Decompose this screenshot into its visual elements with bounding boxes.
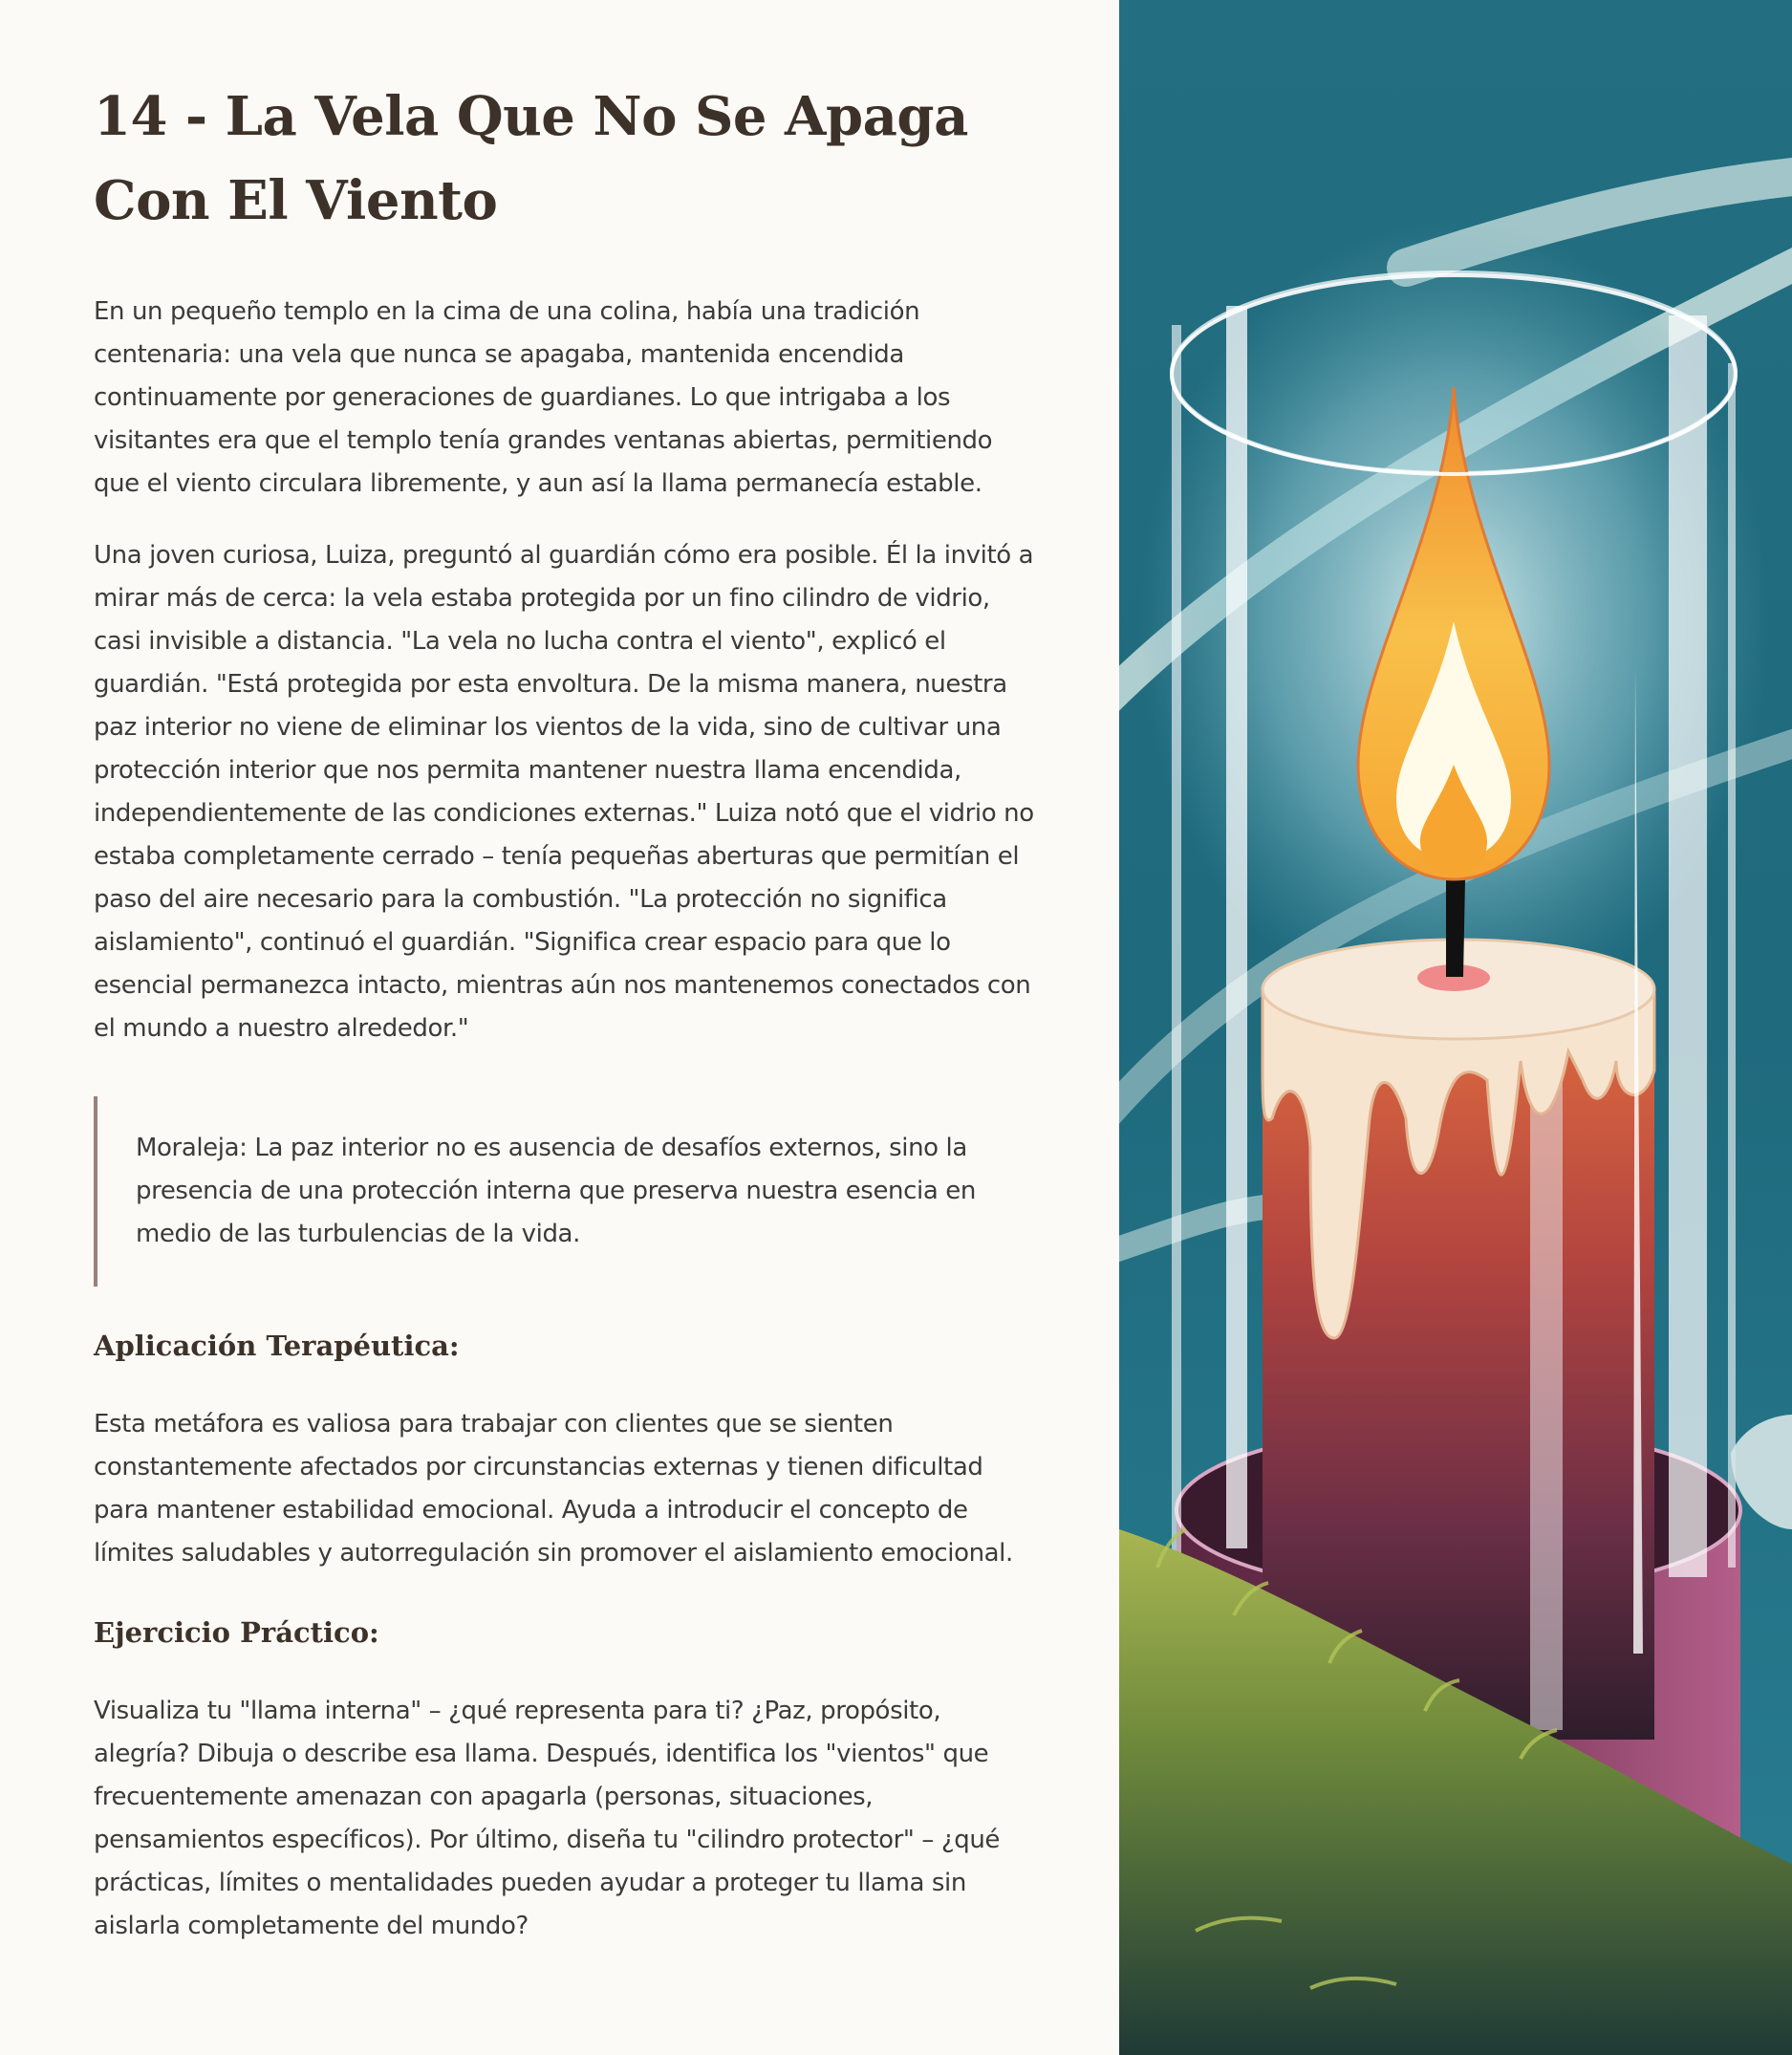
story-paragraph-1: En un pequeño templo en la cima de una colina, había una tradición centenaria: una vela que nunca se apagaba, mantenida encendida continuamente por generaciones de guardianes. Lo que intrigaba a los visitantes era que el templo tenía grandes ventanas abiertas, permitiendo que el viento circulara libremente, y aun así la llama permanecía estable.: [94, 297, 993, 498]
page-title: 14 - La Vela Que No Se Apaga Con El Viento: [94, 85, 968, 232]
candle-illustration-svg: [1119, 0, 1792, 2055]
therapeutic-text: Esta metáfora es valiosa para trabajar con clientes que se sienten constantemente afectados por circunstancias externas y tienen dificultad para mantener estabilidad emocional. Ayuda a introducir el concepto de límites saludables y autorregulación sin promover el aislamiento emocional.: [94, 1410, 1013, 1568]
exercise-heading: Ejercicio Práctico:: [94, 1616, 379, 1649]
wick: [1446, 869, 1465, 977]
therapeutic-heading: Aplicación Terapéutica:: [94, 1330, 460, 1362]
story-paragraph-2: Una joven curiosa, Luiza, preguntó al guardián cómo era posible. Él la invitó a mirar más de cerca: la vela estaba protegida por un fino cilindro de vidrio, casi invisible a distancia. "La vela no lucha contra el viento", explicó el guardián. "Está protegida por esta envoltura. De la misma manera, nuestra paz interior no viene de eliminar los vientos de la vida, sino de cultivar una protección interior que nos permita mantener nuestra llama encendida, independientemente de las condiciones externas." Luiza notó que el vidrio no estaba completamente cerrado – tenía pequeñas aberturas que permitían el paso del aire necesario para la combustión. "La protección no significa aislamiento", continuó el guardián. "Significa crear espacio para que lo esencial permanezca intacto, mientras aún nos mantenemos conectados con el mundo a nuestro alrededor.": [94, 541, 1034, 1043]
candle-highlight: [1530, 1032, 1563, 1730]
candle-illustration: [1119, 0, 1792, 2055]
exercise-text: Visualiza tu "llama interna" – ¿qué representa para ti? ¿Paz, propósito, alegría? Dibuja o describe esa llama. Después, identifica los "vientos" que frecuentemente amenazan con apagarla (personas, situaciones, pensamientos específicos). Por último, diseña tu "cilindro protector" – ¿qué prácticas, límites o mentalidades pueden ayudar a proteger tu llama sin aislarla completamente del mundo?: [94, 1697, 1001, 1940]
moral-quote: [94, 1096, 1040, 1287]
article: [94, 75, 1040, 1977]
moral-text: Moraleja: La paz interior no es ausencia de desafíos externos, sino la presencia de una protección interna que preserva nuestra esencia en medio de las turbulencias de la vida.: [136, 1134, 976, 1248]
